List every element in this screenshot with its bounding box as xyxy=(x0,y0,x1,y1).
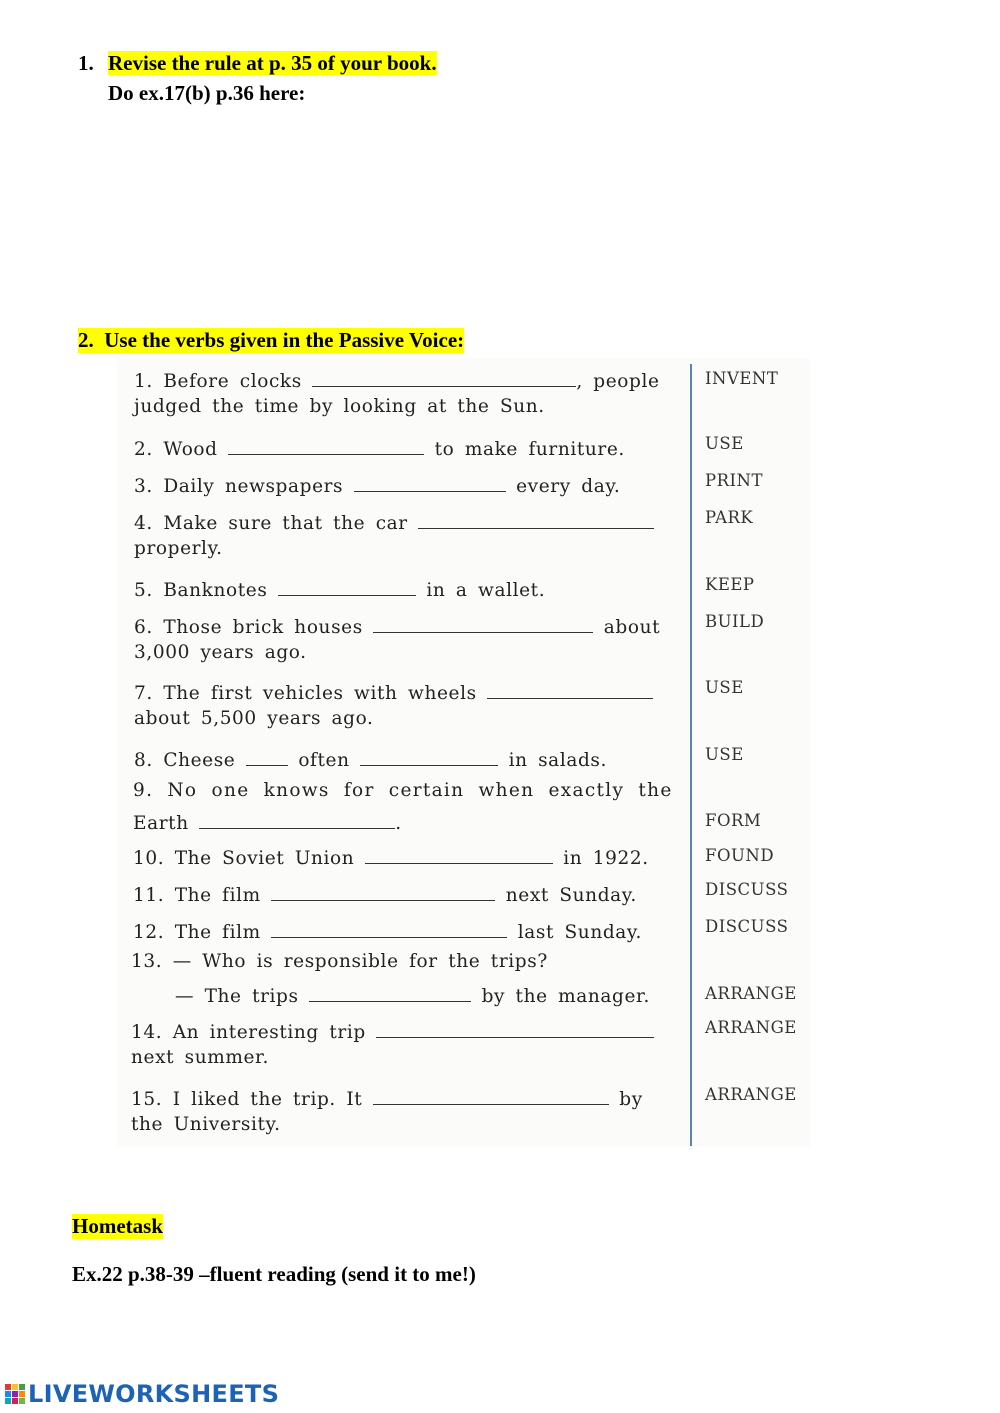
exercise-item-12 xyxy=(133,917,642,943)
task-2-number: 2. xyxy=(78,328,94,352)
exercise-item-3 xyxy=(134,471,620,497)
exercise-item-9: 9. No one knows for certain when exactly the xyxy=(133,780,673,801)
item-7-continuation: about 5,500 years ago. xyxy=(134,708,374,729)
logo-mark-icon xyxy=(5,1384,25,1404)
verb-hint: FOUND xyxy=(705,846,775,865)
item-text: . xyxy=(395,813,402,834)
item-text: — The trips xyxy=(175,986,299,1007)
answer-blank[interactable] xyxy=(418,508,654,529)
task-1-subline: Do ex.17(b) p.36 here: xyxy=(108,81,306,105)
exercise-item-14 xyxy=(131,1017,654,1043)
item-9-continuation xyxy=(133,808,402,834)
item-text: , people xyxy=(576,371,660,392)
exercise-item-7 xyxy=(134,678,653,704)
verb-hint: KEEP xyxy=(705,575,755,594)
item-text: by the manager. xyxy=(481,986,650,1007)
task-1-number: 1. xyxy=(78,51,94,75)
item-text: by xyxy=(619,1089,643,1110)
exercise-item-13: 13. — Who is responsible for the trips? xyxy=(131,951,548,972)
task-1-heading xyxy=(78,48,437,78)
answer-blank[interactable] xyxy=(376,1017,654,1038)
item-14-continuation: next summer. xyxy=(131,1047,269,1068)
verb-hint: BUILD xyxy=(705,612,765,631)
item-text: 6. Those brick houses xyxy=(134,617,363,638)
exercise-item-15 xyxy=(131,1084,643,1110)
exercise-panel xyxy=(117,358,810,1147)
item-text: next Sunday. xyxy=(505,885,637,906)
hometask-text: Ex.22 p.38-39 –fluent reading (send it to me!) xyxy=(72,1262,476,1286)
item-text: 10. The Soviet Union xyxy=(133,848,355,869)
item-text: in a wallet. xyxy=(426,580,546,601)
exercise-item-2 xyxy=(134,434,625,460)
verb-hint: DISCUSS xyxy=(705,917,789,936)
item-text: last Sunday. xyxy=(517,922,642,943)
answer-blank[interactable] xyxy=(487,678,653,699)
answer-blank[interactable] xyxy=(309,981,471,1002)
exercise-item-8 xyxy=(134,745,607,771)
verb-hint: ARRANGE xyxy=(705,1085,797,1104)
answer-blank[interactable] xyxy=(373,612,593,633)
answer-blank[interactable] xyxy=(246,745,288,766)
verb-hint: PRINT xyxy=(705,471,763,490)
item-text: 2. Wood xyxy=(134,439,218,460)
item-text: in salads. xyxy=(508,750,607,771)
answer-blank[interactable] xyxy=(199,808,395,829)
verb-hint: INVENT xyxy=(705,369,779,388)
item-text: 11. The film xyxy=(133,885,261,906)
answer-blank[interactable] xyxy=(365,843,553,864)
item-6-continuation: 3,000 years ago. xyxy=(134,642,307,663)
exercise-item-1 xyxy=(134,366,660,392)
verb-hint: USE xyxy=(705,745,744,764)
item-text: 14. An interesting trip xyxy=(131,1022,366,1043)
verb-hint: FORM xyxy=(705,811,762,830)
task-2-heading xyxy=(78,328,464,353)
item-text: often xyxy=(298,750,350,771)
answer-blank[interactable] xyxy=(373,1084,609,1105)
item-text: 12. The film xyxy=(133,922,261,943)
verb-hint: DISCUSS xyxy=(705,880,789,899)
task-1-instruction: Revise the rule at p. 35 of your book. xyxy=(108,51,437,75)
verb-hint: ARRANGE xyxy=(705,984,797,1003)
item-text: 3. Daily newspapers xyxy=(134,476,344,497)
item-text: in 1922. xyxy=(563,848,649,869)
item-text: Earth xyxy=(133,813,189,834)
hometask-heading: Hometask xyxy=(72,1214,163,1238)
exercise-item-6 xyxy=(134,612,660,638)
answer-blank[interactable] xyxy=(354,471,506,492)
item-text: every day. xyxy=(516,476,621,497)
item-text: 8. Cheese xyxy=(134,750,236,771)
answer-blank[interactable] xyxy=(228,434,424,455)
task-2-instruction: Use the verbs given in the Passive Voice: xyxy=(104,328,465,352)
answer-blank[interactable] xyxy=(278,575,416,596)
logo-text: LIVEWORKSHEETS xyxy=(28,1380,280,1408)
column-divider xyxy=(690,364,692,1146)
exercise-item-10 xyxy=(133,843,649,869)
item-15-continuation: the University. xyxy=(131,1114,281,1135)
liveworksheets-logo xyxy=(5,1380,279,1408)
task-1 xyxy=(78,48,437,108)
answer-blank[interactable] xyxy=(312,366,576,387)
item-text: to make furniture. xyxy=(434,439,625,460)
answer-blank[interactable] xyxy=(271,880,495,901)
item-text: 5. Banknotes xyxy=(134,580,268,601)
verb-hint: PARK xyxy=(705,508,754,527)
item-text: 7. The first vehicles with wheels xyxy=(134,683,477,704)
verb-hint: USE xyxy=(705,678,744,697)
verb-hint: ARRANGE xyxy=(705,1018,797,1037)
item-text: 15. I liked the trip. It xyxy=(131,1089,363,1110)
exercise-item-4 xyxy=(134,508,654,534)
item-text: 1. Before clocks xyxy=(134,371,302,392)
item-text: about xyxy=(603,617,661,638)
exercise-item-11 xyxy=(133,880,637,906)
item-13-continuation xyxy=(175,981,650,1007)
item-1-continuation: judged the time by looking at the Sun. xyxy=(134,396,545,417)
exercise-item-5 xyxy=(134,575,545,601)
item-text: 4. Make sure that the car xyxy=(134,513,408,534)
answer-blank[interactable] xyxy=(360,745,498,766)
item-4-continuation: properly. xyxy=(134,538,223,559)
answer-blank[interactable] xyxy=(271,917,507,938)
verb-hint: USE xyxy=(705,434,744,453)
